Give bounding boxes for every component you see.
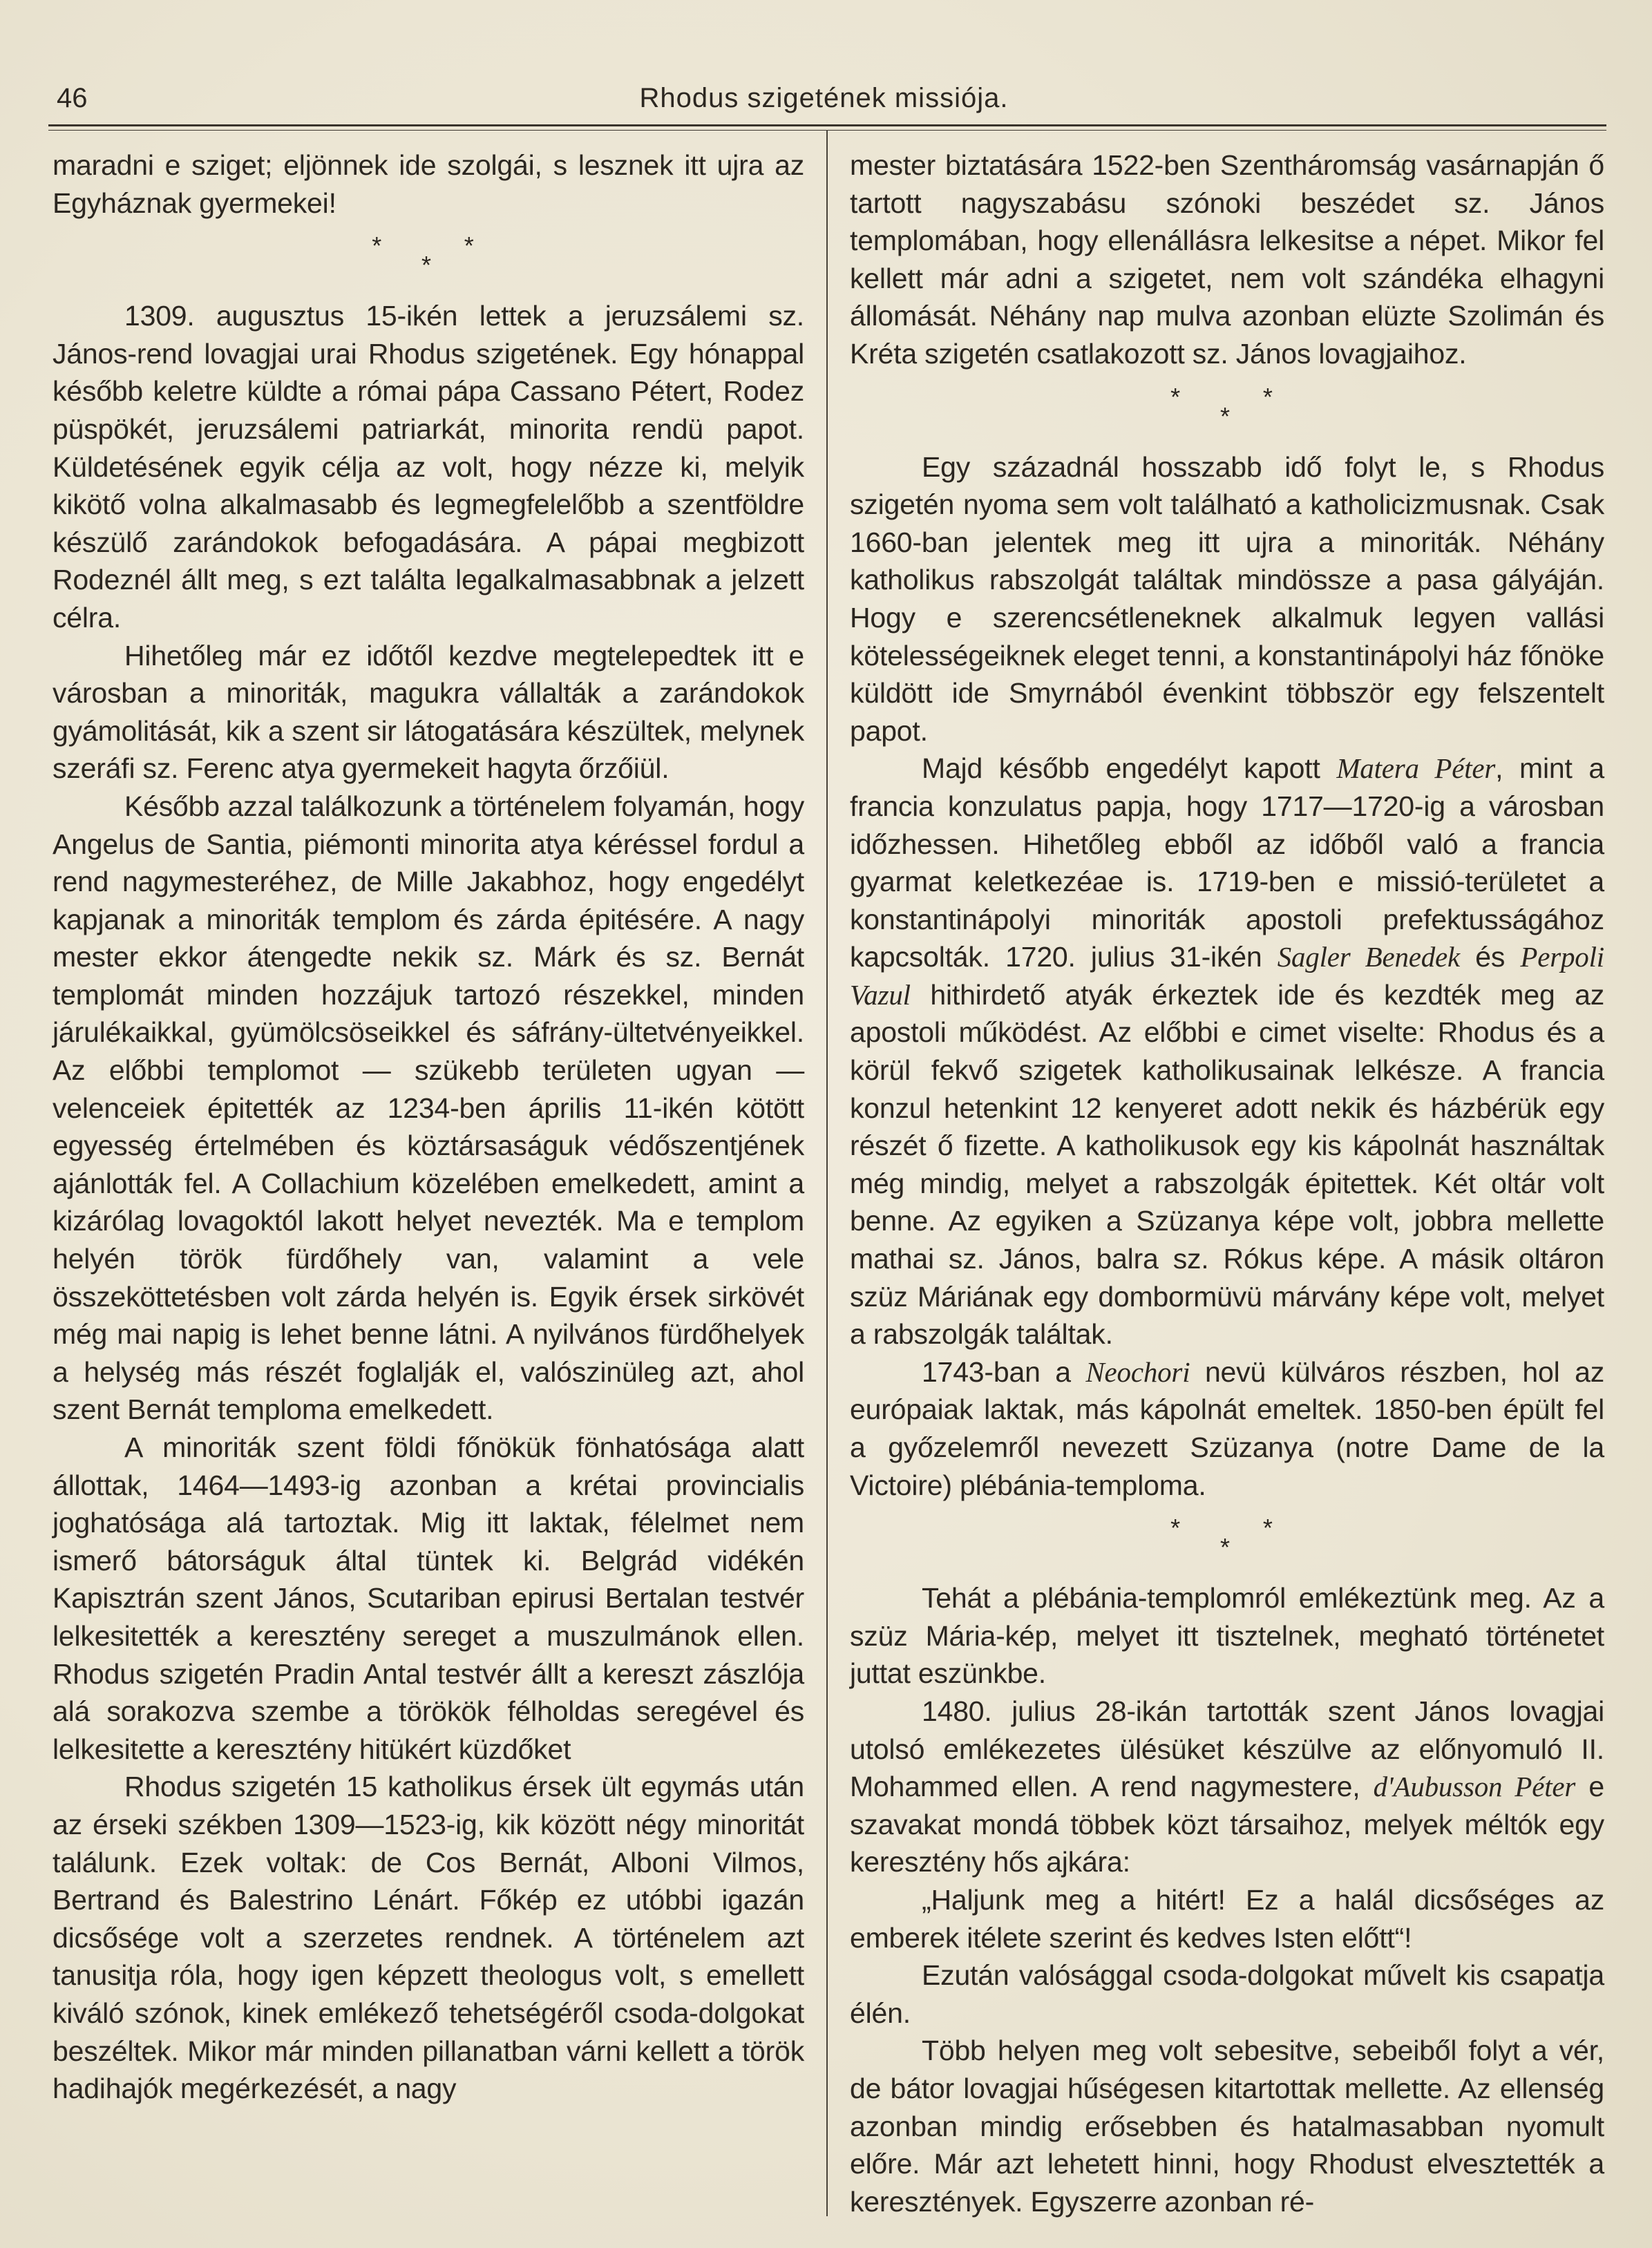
- text-run: és: [1460, 941, 1521, 973]
- paragraph: Több helyen meg volt sebesitve, sebeiből folyt a vér, de bátor lovagjai hűségesen kitartottak mellette. Az ellenség azonban mindig erősebben és hatalmasabban nyomult előre. Már azt lehetett hinni, hogy Rhodust elvesztették a keresztények. Egyszerre azonban ré-: [850, 2035, 1604, 2218]
- star-glyph: *: [1170, 382, 1180, 411]
- person-name: Sagler Benedek: [1277, 941, 1461, 973]
- text-run: 1480. julius 28-ikán tartották szent János lovagjai utolsó emlékezetes ülésüket készülve az előnyomuló II. Mohammed ellen. A rend nagymestere,: [850, 1695, 1604, 1803]
- text-run: hithirdető atyák érkeztek ide és kezdték meg az apostoli működést. Az előbbi e cimet viselte: Rhodus és a körül fekvő szigetek katholikusainak lelkésze. A francia konzul hetenkint 12 kenyeret adott nekik és házbérük egy részét ő fizette. A katholikusok egy kis kápolnát használtak még mindig, melyet a rabszolgák épitettek. Két oltár volt benne. Az egyiken a Szüzanya képe volt, jobbra mellette mathai sz. János, balra sz. Rókus képe. A másik oltáron szüz Máriának egy dombormüvü márvány képe volt, melyet a rabszolgák találtak.: [850, 978, 1604, 1351]
- star-glyph: *: [1170, 1514, 1180, 1543]
- star-glyph: *: [1262, 1514, 1273, 1543]
- paragraph: [850, 1353, 1604, 1504]
- running-title: Rhodus szigetének missiója.: [639, 83, 1009, 113]
- paragraph: [850, 750, 1604, 1353]
- star-glyph: *: [464, 231, 474, 260]
- text-run: 1743-ban a: [922, 1355, 1086, 1388]
- paragraph: Ezután valósággal csoda-dolgokat művelt kis csapatja élén.: [850, 1959, 1604, 2029]
- right-column: [850, 146, 1604, 2226]
- place-name: Neochori: [1085, 1355, 1190, 1388]
- paragraph: Később azzal találkozunk a történelem folyamán, hogy Angelus de Santia, piémonti minorita atya kéréssel fordul a rend nagymesteréhez, de Mille Jakabhoz, hogy engedélyt kapjanak a minoriták templom és zárda épitésére. A nagy mester ekkor átengedte nekik sz. Márk és sz. Bernát templomát minden hozzájuk tartozó részekkel, minden járulékaikkal, gyümölcsöseikkel és sáfrány-ültetvényeikkel. Az előbbi templomot — szükebb területen ugyan — velenceiek épitették az 1234-ben április 11-ikén kötött egyesség értelmében és köztársaságuk védőszentjének ajánlották fel. A Collachium közelében emelkedett, amint a kizárólag lovagoktól lakott helyet nevezték. Ma e templom helyén török fürdőhely van, valamint a vele összeköttetésben volt zárda helyén is. Egyik érsek sirkövét még mai napig is lehet benne látni. A nyilvános fürdőhelyek a helység más részét foglalják el, valószinüleg azt, ahol szent Bernát temploma emelkedett.: [53, 790, 804, 1426]
- section-break-stars: [850, 1504, 1604, 1579]
- star-glyph: *: [421, 251, 431, 280]
- paragraph: Rhodus szigetén 15 katholikus érsek ült egymás után az érseki székben 1309—1523-ig, kik között négy minoritát találunk. Ezek voltak: de Cos Bernát, Alboni Vilmos, Bertrand és Balestrino Lénárt. Főkép ez utóbbi igazán dicsősége volt a szerzetes rendnek. A történelem azt tanusitja róla, hogy igen képzett theologus volt, s emellett kiváló szónok, kinek emlékező tehetségéről csoda-dolgokat beszéltek. Mikor már minden pillanatban várni kellett a török hadihajók megérkezését, a nagy: [53, 1771, 804, 2105]
- section-break-stars: [53, 222, 804, 297]
- star-glyph: *: [372, 231, 382, 260]
- paragraph: A minoriták szent földi főnökük fönhatósága alatt állottak, 1464—1493-ig azonban a krétai provincialis joghatósága alá tartoztak. Mig itt laktak, félelmet nem ismerő bátorságuk által tüntek ki. Belgrád vidékén Kapisztrán szent János, Scutariban epirusi Bertalan testvér lelkesitették a keresztény sereget a muszulmánok ellen. Rhodus szigetén Pradin Antal testvér állt a kereszt zászlója alá sorakozva szembe a törökök félholdas seregével és lelkesitette a keresztény hitükért küzdőket: [53, 1431, 804, 1765]
- star-glyph: *: [1220, 1533, 1230, 1562]
- paragraph: Tehát a plébánia-templomról emlékeztünk meg. Az a szüz Mária-kép, melyet itt tisztelnek, megható történetet juttat eszünkbe.: [850, 1582, 1604, 1690]
- left-column: [53, 146, 804, 2226]
- star-glyph: *: [1220, 401, 1230, 430]
- paragraph: maradni e sziget; eljönnek ide szolgái, s lesznek itt ujra az Egyháznak gyermekei!: [53, 149, 804, 219]
- section-break-stars: [850, 373, 1604, 448]
- page-number: 46: [57, 83, 88, 113]
- paragraph: 1309. augusztus 15-ikén lettek a jeruzsálemi sz. János-rend lovagjai urai Rhodus szigetének. Egy hónappal később keletre küldte a római pápa Cassano Pétert, Rodez püspökét, jeruzsálemi patriarkát, minorita rendü papot. Küldetésének egyik célja az volt, hogy nézze ki, melyik kikötő volna alkalmasabb és legmegfelelőbb a szentföldre készülő zarándokok befogadására. A pápai megbizott Rodeznél állt meg, s ezt találta legalkalmasabbnak a jelzett célra.: [53, 300, 804, 634]
- quotation: „Haljunk meg a hitért! Ez a halál dicsőséges az emberek itélete szerint és kedves Isten előtt“!: [850, 1883, 1604, 1954]
- person-name: Matera Péter: [1336, 752, 1496, 785]
- paragraph: mester biztatására 1522-ben Szentháromság vasárnapján ő tartott nagyszabásu szónoki beszédet sz. János templomában, hogy ellenállásra lelkesitse a népet. Mikor fel kellett már adni a szigetet, nem volt szándéka elhagyni állomását. Néhány nap mulva azonban elüzte Szolimán és Kréta szigetén csatlakozott sz. János lovagjaihoz.: [850, 149, 1604, 370]
- text-run: e szavakat mondá többek közt társaihoz, melyek méltók egy keresztény hős ajkára:: [850, 1771, 1604, 1878]
- star-glyph: *: [1262, 382, 1273, 411]
- paragraph: Hihetőleg már ez időtől kezdve megtelepedtek itt e városban a minoriták, magukra vállalták a zarándokok gyámolitását, kik a szent sir látogatására készültek, melynek szeráfi sz. Ferenc atya gyermekeit hagyta őrzőiül.: [53, 639, 804, 785]
- paragraph: [850, 1693, 1604, 1881]
- text-run: Majd később engedélyt kapott: [922, 752, 1337, 785]
- text-run: nevü külváros részben, hol az európaiak laktak, más kápolnát emeltek. 1850-ben épült fel a győzelemről nevezett Szüzanya (notre Dame de la Victoire) plébánia-temploma.: [850, 1355, 1604, 1501]
- paragraph: Egy századnál hosszabb idő folyt le, s Rhodus szigetén nyoma sem volt található a katholicizmusnak. Csak 1660-ban jelentek meg itt ujra a minoriták. Néhány katholikus rabszolgát találtak mindössze a pasa gályáján. Hogy e szerencsétleneknek alkalmuk legyen vallási kötelességeiknek eleget tenni, a konstantinápolyi ház főnöke küldött ide Smyrnából évenkint többször egy felszentelt papot.: [850, 450, 1604, 747]
- person-name: Perpoli Vazul: [850, 941, 1604, 1011]
- person-name: d'Aubusson Péter: [1373, 1771, 1576, 1803]
- column-divider: [826, 130, 828, 2216]
- text-run: , mint a francia konzulatus papja, hogy 1717—1720-ig a városban időzhessen. Hihetőleg ebből az időből való a francia gyarmat keletkezéae is. 1719-ben e missió-területet a konstantinápolyi minoriták apostoli prefektusságához kapcsolták. 1720. julius 31-ikén: [850, 752, 1604, 973]
- running-header: [48, 77, 1599, 119]
